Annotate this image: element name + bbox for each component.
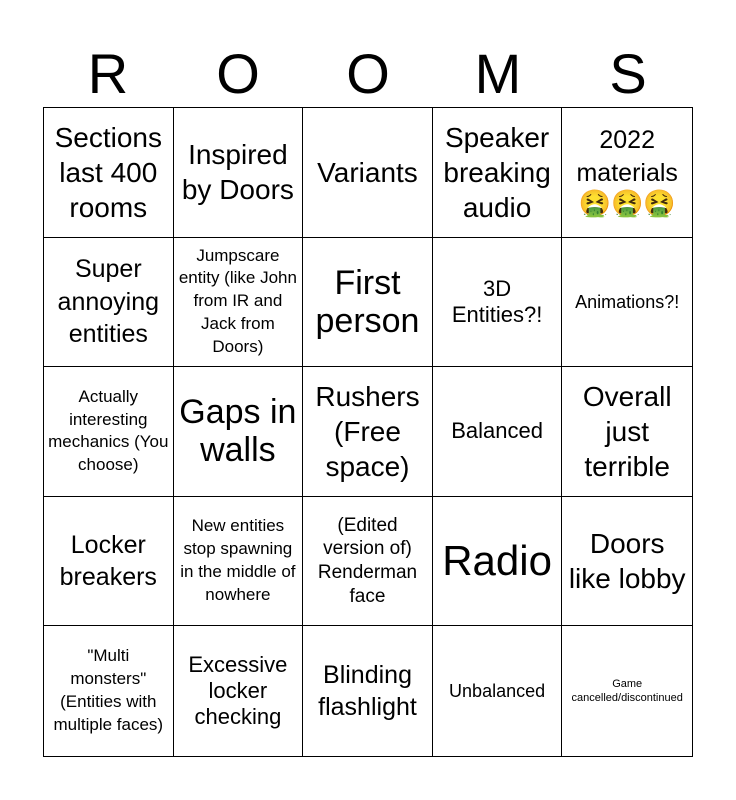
- bingo-cell: [433, 238, 563, 368]
- bingo-cell: [303, 367, 433, 497]
- bingo-cell: [433, 108, 563, 238]
- cell-text: Sections last 400 rooms: [54, 121, 162, 223]
- bingo-cell: [562, 626, 692, 756]
- bingo-cell: [303, 626, 433, 756]
- title-letter-o: O: [216, 42, 260, 105]
- cell-text: Unbalanced: [449, 680, 546, 701]
- title-letter-s: S: [609, 42, 647, 105]
- cell-text: "Multi monsters" (Entities with multiple faces): [53, 646, 164, 735]
- bingo-cell: [562, 367, 692, 497]
- cell-text: Overall just terrible: [582, 380, 672, 482]
- bingo-cell: [174, 497, 304, 627]
- title-letter-o: O: [346, 42, 390, 105]
- cell-text: Inspired by Doors: [181, 139, 294, 206]
- bingo-cell: [174, 108, 304, 238]
- cell-text: Rushers (Free space): [315, 380, 420, 482]
- cell-text: Blinding flashlight: [318, 660, 417, 722]
- bingo-cell: [433, 367, 563, 497]
- bingo-cell: [562, 108, 692, 238]
- cell-text: Animations?!: [575, 291, 680, 312]
- cell-text: Actually interesting mechanics (You choose): [48, 386, 169, 475]
- bingo-cell: [562, 238, 692, 368]
- cell-text: Gaps in walls: [179, 393, 297, 470]
- cell-text: (Edited version of) Renderman face: [317, 514, 418, 607]
- cell-text: Radio: [442, 537, 552, 585]
- cell-text: Speaker breaking audio: [443, 121, 551, 223]
- cell-text: First person: [315, 263, 420, 340]
- bingo-cell: [174, 626, 304, 756]
- cell-text: 3D Entities?!: [451, 275, 543, 327]
- cell-text: Excessive locker checking: [188, 651, 288, 730]
- bingo-cell: [562, 497, 692, 627]
- bingo-cell: [303, 497, 433, 627]
- bingo-cell: [303, 238, 433, 368]
- cell-text: Doors like lobby: [568, 528, 686, 595]
- bingo-cell: [44, 497, 174, 627]
- cell-text: Super annoying entities: [57, 255, 160, 349]
- title-letter-m: M: [474, 42, 522, 105]
- cell-text: Jumpscare entity (like John from IR and Jack from Doors): [178, 245, 297, 357]
- cell-text: Locker breakers: [59, 530, 157, 592]
- cell-text: New entities stop spawning in the middle of nowhere: [180, 516, 296, 605]
- bingo-cell: [174, 367, 304, 497]
- bingo-cell: [433, 626, 563, 756]
- cell-text: Variants: [317, 156, 418, 188]
- bingo-cell: [303, 108, 433, 238]
- cell-text: Balanced: [451, 418, 543, 444]
- cell-text: Game cancelled/discontinued: [571, 677, 683, 705]
- bingo-cell: [174, 238, 304, 368]
- title-letter-r: R: [87, 42, 129, 105]
- bingo-card-grid: [43, 107, 693, 757]
- bingo-cell: [44, 367, 174, 497]
- bingo-cell: [44, 108, 174, 238]
- cell-text: 2022 materials: [576, 126, 678, 187]
- bingo-title: [43, 40, 693, 108]
- bingo-cell: [44, 626, 174, 756]
- bingo-cell: [433, 497, 563, 627]
- nauseated-face-icon: 🤮🤮🤮: [578, 189, 676, 220]
- bingo-cell: [44, 238, 174, 368]
